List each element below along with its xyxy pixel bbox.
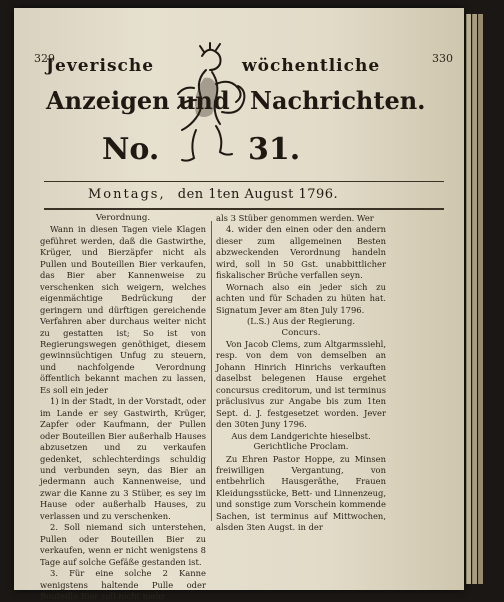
item-3: 3. Für eine solche 2 Kanne wenigstens haltende Pulle oder Bouteille Bier soll nicht mehr <box>40 568 206 601</box>
rule-top <box>44 181 444 182</box>
page-edge-2 <box>472 14 477 584</box>
rule-bottom <box>44 208 444 210</box>
issue-label: No. <box>102 132 160 167</box>
dateline <box>88 187 338 202</box>
masthead-line2-left: Anzeigen und <box>46 86 230 115</box>
masthead-line1-right: wöchentliche <box>242 56 381 76</box>
item-1: 1) in der Stadt, in der Vorstadt, oder im Lande er sey Gastwirth, Krüger, Zapfer oder Kaufmann, der Pullen oder Bouteillen Bier außerhalb Hauses abzusetzen und zu verkaufen gedenket, schlechterdings schuldig und verbunden seyn, das Bier an jedermann auch Kannenweise, und zwar die Kanne zu 3 Stüber, es sey im Hause oder außerhalb Hauses, zu verlassen und zu verschenken. <box>40 396 206 521</box>
newspaper-page <box>14 8 464 601</box>
left-column <box>40 213 206 602</box>
concurs-text: Von Jacob Clems, zum Altgarmssiehl, resp. von dem von demselben an Johann Hinrich Hinrichs verkauften daselbst belegenen Hause ergehet concursus creditorum, und ist terminus präclusivus zur Angabe bis zum 1ten Sept. d. J. festgesetzet worden. Jever den 30ten Juny 1796. <box>216 338 386 430</box>
issue-number: 31. <box>248 132 301 167</box>
signature: (L.S.) Aus der Regierung. <box>247 316 355 327</box>
masthead-line1-left: Jeverische <box>46 56 155 76</box>
page-number-left: 329 <box>34 52 55 65</box>
dateline-day: Montags, <box>88 187 166 202</box>
page-edge-1 <box>466 14 471 584</box>
masthead-line2-right: Nachrichten. <box>250 86 426 115</box>
continuation-text: als 3 Stüber genommen werden. Wer <box>216 213 374 223</box>
heading-concurs: Concurs. <box>281 327 321 338</box>
proclam-text: Zu Ehren Pastor Hoppe, zu Minsen freiwilligen Vergantung, von entbehrlich Hausgeräthe, Frauen Kleidungsstücke, Bett- und Linnenzeug, und sonstige zum Vorschein kommende Sachen, ist terminus auf Mittwochen, alsden 3ten Augst. in der <box>216 453 386 533</box>
heading-proclam: Gerichtliche Proclam. <box>253 442 349 453</box>
concurs-signature: Aus dem Landgerichte hieselbst. <box>231 430 371 441</box>
right-column <box>216 213 386 534</box>
item-2: 2. Soll niemand sich unterstehen, Pullen oder Bouteillen Bier zu verkaufen, wenn er nicht wenigstens 8 Tage auf solche Gefäße gestanden ist. <box>40 522 206 567</box>
dateline-date: den 1ten August 1796. <box>177 187 339 202</box>
page-edge-3 <box>478 14 483 584</box>
item-4: 4. wider den einen oder den andern dieser zum allgemeinen Besten abzweckenden Verordnung handeln wird, soll in 50 Gst. unabbittlicher fiskalischer Brüche verfallen seyn. <box>216 224 386 281</box>
column-divider <box>211 221 212 521</box>
closing-text: Wornach also ein jeder sich zu achten und für Schaden zu hüten hat. Signatum Jever am 8ten July 1796. <box>216 281 386 315</box>
paragraph-intro: Wann in diesen Tagen viele Klagen geführet werden, daß die Gastwirthe, Krüger, und Bierzäpfer nicht als Pullen und Bouteillen Bier verkaufen, das Bier aber Kannenweise zu verschenken sich weigern, welches eigenmächtige Bedrückung der geringern und dürftigen gereichende Verfahren aber durchaus weiter nicht zu gestatten ist; So ist von Regierungswegen genöthiget, diesem gewinnsüchtigen Unfug zu steuern, und nachfolgende Verordnung öffentlich bekannt machen zu lassen, Es soll ein jeder <box>40 224 206 395</box>
heading-verordnung: Verordnung. <box>95 213 151 223</box>
lion-emblem-icon <box>166 42 256 172</box>
page-number-right: 330 <box>432 52 453 65</box>
